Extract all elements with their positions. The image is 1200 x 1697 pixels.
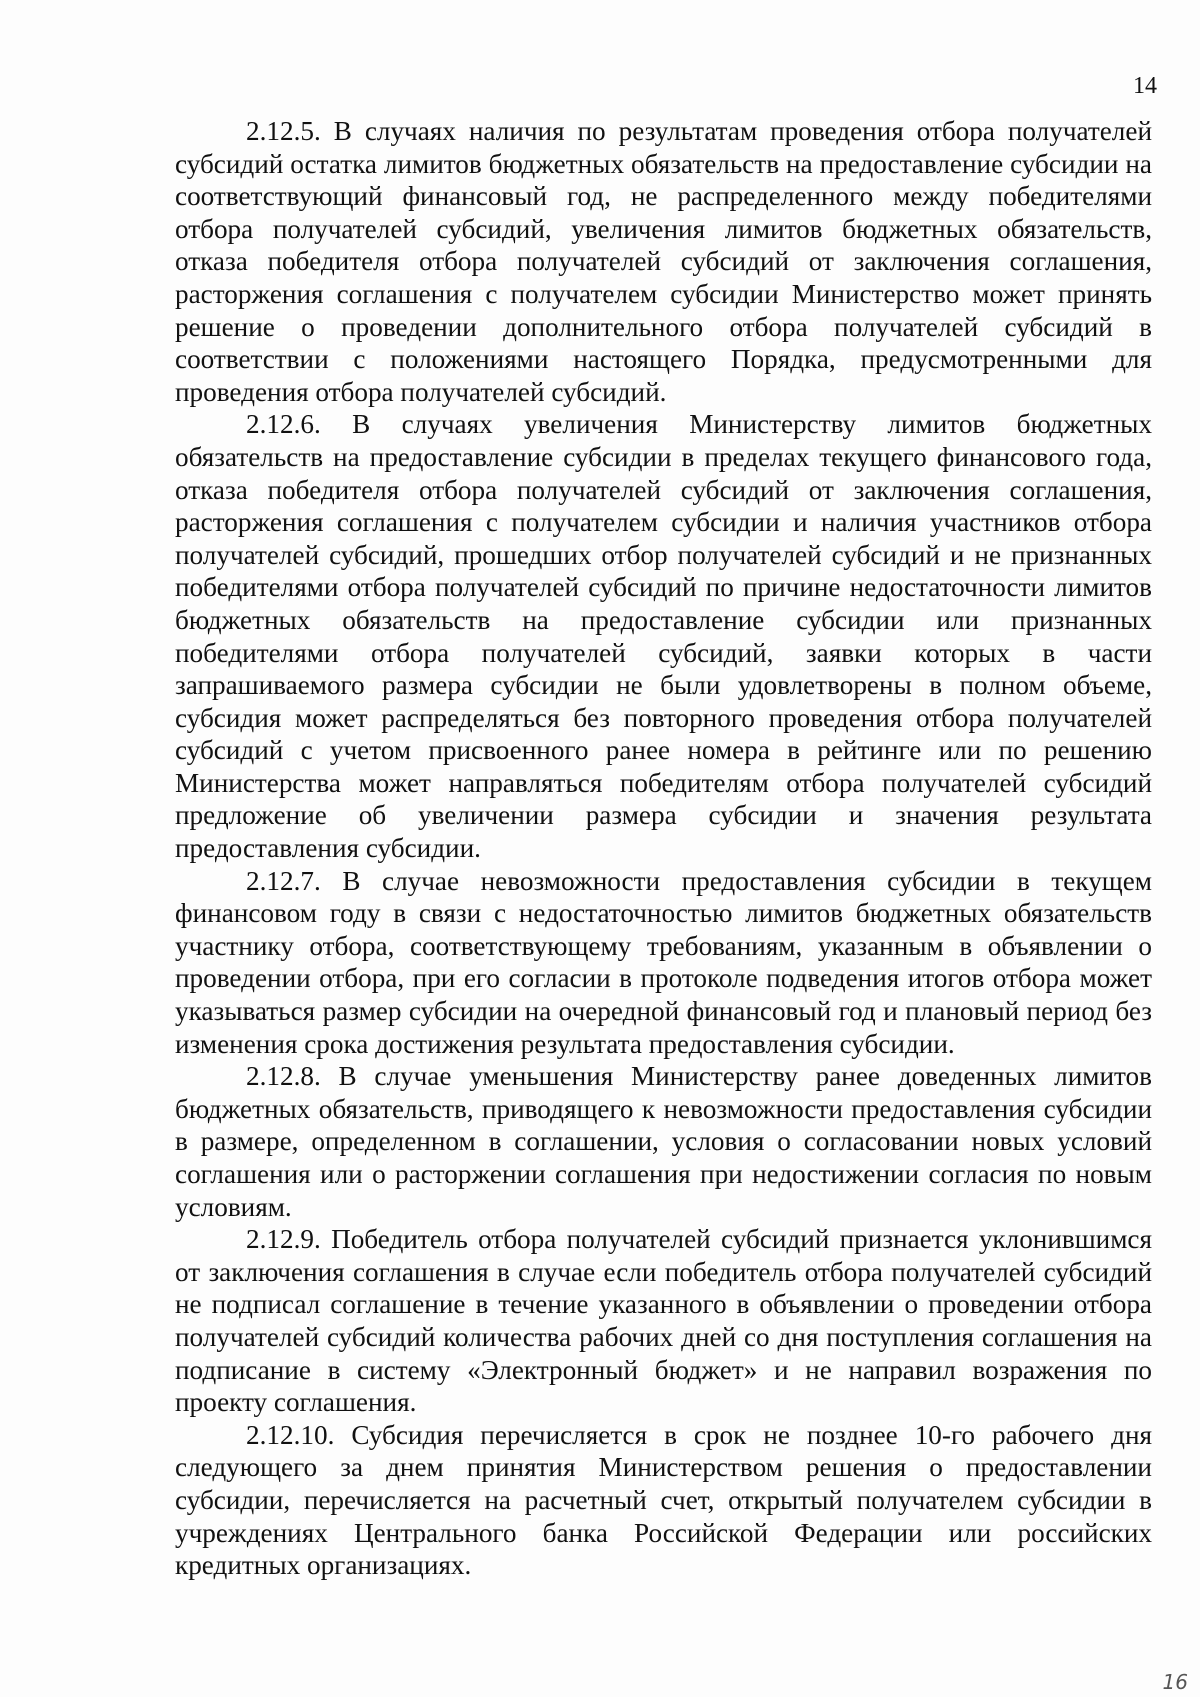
paragraph-2-12-6: 2.12.6. В случаях увеличения Министерству лимитов бюджетных обязательств на предоставление субсидии в пределах текущего финансового года, отказа победителя отбора получателей субсидий от заключения соглашения, расторжения соглашения с получателем субсидии и наличия участников отбора получателей субсидий, прошедших отбор получателей субсидий и не признанных победителями отбора получателей субсидий по причине недостаточности лимитов бюджетных обязательств на предоставление субсидии или признанных победителями отбора получателей субсидий, заявки которых в части запрашиваемого размера субсидии не были удовлетворены в полном объеме, субсидия может распределяться без повторного проведения отбора получателей субсидий с учетом присвоенного ранее номера в рейтинге или по решению Министерства может направляться победителям отбора получателей субсидий предложение об увеличении размера субсидии и значения результата предоставления субсидии.	[175, 409, 1152, 864]
document-body	[175, 115, 1152, 1582]
paragraph-2-12-5: 2.12.5. В случаях наличия по результатам проведения отбора получателей субсидий остатка лимитов бюджетных обязательств на предоставление субсидии на соответствующий финансовый год, не распределенного между победителями отбора получателей субсидий, увеличения лимитов бюджетных обязательств, отказа победителя отбора получателей субсидий от заключения соглашения, расторжения соглашения с получателем субсидии Министерство может принять решение о проведении дополнительного отбора получателей субсидий в соответствии с положениями настоящего Порядка, предусмотренными для проведения отбора получателей субсидий.	[175, 116, 1152, 407]
paragraph-2-12-7: 2.12.7. В случае невозможности предоставления субсидии в текущем финансовом году в связи с недостаточностью лимитов бюджетных обязательств участнику отбора, соответствующему требованиям, указанным в объявлении о проведении отбора, при его согласии в протоколе подведения итогов отбора может указываться размер субсидии на очередной финансовый год и плановый период без изменения срока достижения результата предоставления субсидии.	[175, 865, 1152, 1059]
paragraph-2-12-9: 2.12.9. Победитель отбора получателей субсидий признается уклонившимся от заключения соглашения в случае если победитель отбора получателей субсидий не подписал соглашение в течение указанного в объявлении о проведении отбора получателей субсидий количества рабочих дней со дня поступления соглашения на подписание в систему «Электронный бюджет» и не направил возражения по проекту соглашения.	[175, 1224, 1152, 1418]
page-number: 14	[1133, 73, 1157, 99]
paragraph-2-12-10: 2.12.10. Субсидия перечисляется в срок не позднее 10-го рабочего дня следующего за днем принятия Министерством решения о предоставлении субсидии, перечисляется на расчетный счет, открытый получателем субсидии в учреждениях Центрального банка Российской Федерации или российских кредитных организациях.	[175, 1419, 1152, 1581]
paragraph-2-12-8: 2.12.8. В случае уменьшения Министерству ранее доведенных лимитов бюджетных обязательств, приводящего к невозможности предоставления субсидии в размере, определенном в соглашении, условия о согласовании новых условий соглашения или о расторжении соглашения при недостижении согласия по новым условиям.	[175, 1061, 1152, 1222]
handwritten-page-mark: 16	[1162, 1670, 1188, 1694]
